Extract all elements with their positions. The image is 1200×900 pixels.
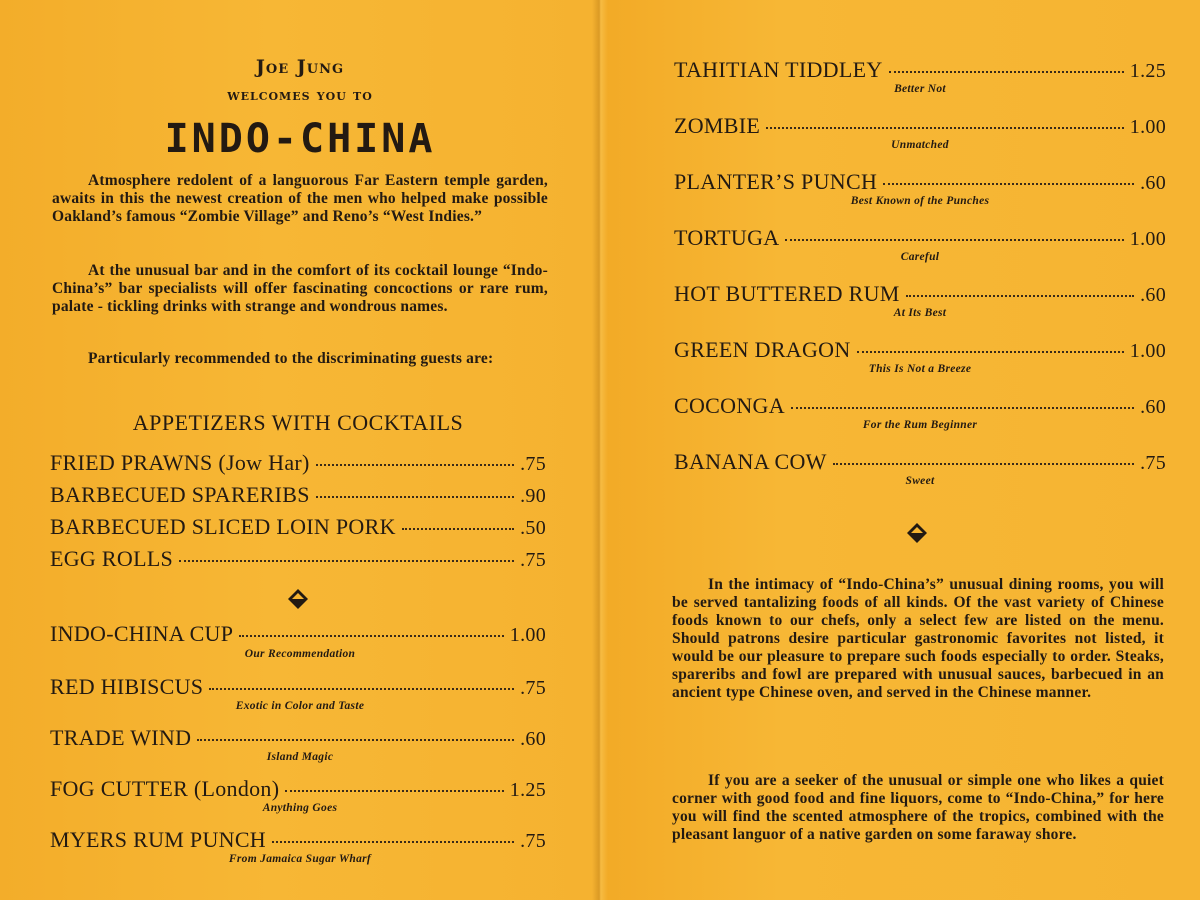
drink-row: [50, 621, 546, 647]
item-price: .75: [520, 549, 546, 571]
item-price: 1.00: [1129, 340, 1166, 362]
item-price: .75: [1140, 452, 1166, 474]
dot-leader: [766, 127, 1124, 129]
drink-row: [50, 725, 546, 751]
item-note: Island Magic: [266, 751, 334, 763]
item-price: .75: [520, 453, 546, 475]
item-name: BARBECUED SPARERIBS: [50, 482, 310, 507]
dot-leader: [316, 464, 514, 466]
dot-leader: [889, 71, 1124, 73]
drink-row: [50, 674, 546, 700]
item-name: TRADE WIND: [50, 725, 192, 750]
item-note: For the Rum Beginner: [862, 419, 978, 431]
item-name: FOG CUTTER (London): [50, 776, 280, 801]
appetizer-row: [50, 546, 546, 572]
item-note: Our Recommendation: [244, 648, 356, 660]
dot-leader: [785, 239, 1123, 241]
item-name: RED HIBISCUS: [50, 674, 204, 699]
center-fold: [592, 0, 608, 900]
item-note: Best Known of the Punches: [850, 195, 990, 207]
item-price: .90: [520, 485, 546, 507]
appetizer-row: [50, 450, 546, 476]
dot-leader: [209, 688, 514, 690]
item-name: FRIED PRAWNS (Jow Har): [50, 450, 310, 475]
dot-leader: [402, 528, 514, 530]
item-note: Careful: [900, 251, 940, 263]
intro-paragraph-1: Atmosphere redolent of a languorous Far Eastern temple garden, awaits in this the newest creation of the men who helped make possible Oakland’s famous “Zombie Village” and Reno’s “West Indies.”: [52, 172, 548, 225]
item-name: TAHITIAN TIDDLEY: [674, 57, 883, 82]
item-price: .60: [1140, 172, 1166, 194]
drink-row: [50, 827, 546, 853]
drink-row: [674, 169, 1166, 195]
appetizer-row: [50, 514, 546, 540]
item-note: Anything Goes: [262, 802, 338, 814]
dot-leader: [906, 295, 1134, 297]
item-name: BANANA COW: [674, 449, 827, 474]
item-note: Unmatched: [891, 139, 949, 151]
item-name: BARBECUED SLICED LOIN PORK: [50, 514, 396, 539]
drink-row: [674, 57, 1166, 83]
item-note: At Its Best: [893, 307, 947, 319]
drink-row: [674, 393, 1166, 419]
item-name: PLANTER’S PUNCH: [674, 169, 878, 194]
dot-leader: [883, 183, 1134, 185]
closing-paragraph-2: If you are a seeker of the unusual or simple one who likes a quiet corner with good food and fine liquors, come to “Indo-China,” for here you will find the scented atmosphere of the tropics, combined with the pleasant languor of a native garden on some faraway shore.: [672, 772, 1164, 843]
item-name: INDO-CHINA CUP: [50, 621, 234, 646]
drink-row: [674, 449, 1166, 475]
item-price: .50: [520, 517, 546, 539]
item-name: TORTUGA: [674, 225, 780, 250]
item-price: 1.00: [1129, 228, 1166, 250]
dot-leader: [197, 739, 514, 741]
intro-paragraph-3: Particularly recommended to the discriminating guests are:: [88, 350, 494, 367]
dot-leader: [179, 560, 514, 562]
item-price: .60: [1140, 284, 1166, 306]
item-price: .60: [520, 728, 546, 750]
item-name: MYERS RUM PUNCH: [50, 827, 266, 852]
appetizer-row: [50, 482, 546, 508]
item-price: .60: [1140, 396, 1166, 418]
drink-row: [674, 337, 1166, 363]
item-name: ZOMBIE: [674, 113, 761, 138]
item-price: .75: [520, 830, 546, 852]
dot-leader: [857, 351, 1124, 353]
item-price: 1.00: [1129, 116, 1166, 138]
intro-paragraph-2: At the unusual bar and in the comfort of its cocktail lounge “Indo-China’s” bar specialists will offer fascinating concoctions or rare rum, palate - tickling drinks with strange and wondrous names.: [52, 262, 548, 315]
item-note: This Is Not a Breeze: [868, 363, 972, 375]
dot-leader: [285, 790, 503, 792]
diamond-ornament-icon: [906, 522, 928, 544]
item-price: .75: [520, 677, 546, 699]
diamond-ornament-icon: [287, 588, 309, 610]
welcome-line: welcomes you to: [227, 86, 373, 104]
dot-leader: [272, 841, 514, 843]
dot-leader: [833, 463, 1134, 465]
item-price: 1.25: [509, 779, 546, 801]
dot-leader: [316, 496, 514, 498]
item-name: HOT BUTTERED RUM: [674, 281, 900, 306]
drink-row: [674, 113, 1166, 139]
item-note: Sweet: [905, 475, 935, 487]
dot-leader: [791, 407, 1134, 409]
item-name: GREEN DRAGON: [674, 337, 851, 362]
drink-row: [674, 281, 1166, 307]
dot-leader: [239, 635, 504, 637]
item-price: 1.00: [509, 624, 546, 646]
item-note: Better Not: [894, 83, 946, 95]
item-name: EGG ROLLS: [50, 546, 174, 571]
closing-paragraph-1: In the intimacy of “Indo-China’s” unusual dining rooms, you will be served tantalizing foods of all kinds. Of the vast variety of Chinese foods known to our chefs, only a select few are listed on the menu. Should patrons desire particular gastronomic favorites not listed, it would be our pleasure to prepare such foods especially to order. Steaks, spareribs and fowl are prepared with unusual sauces, barbecued in an ancient type Chinese oven, and served in the Chinese manner.: [672, 576, 1164, 701]
item-price: 1.25: [1129, 60, 1166, 82]
item-name: COCONGA: [674, 393, 785, 418]
appetizers-heading: APPETIZERS WITH COCKTAILS: [132, 410, 464, 435]
host-name: Joe Jung: [255, 56, 345, 78]
item-note: Exotic in Color and Taste: [235, 700, 365, 712]
restaurant-title: INDO-CHINA: [164, 116, 436, 162]
drink-row: [50, 776, 546, 802]
item-note: From Jamaica Sugar Wharf: [228, 853, 372, 865]
drink-row: [674, 225, 1166, 251]
